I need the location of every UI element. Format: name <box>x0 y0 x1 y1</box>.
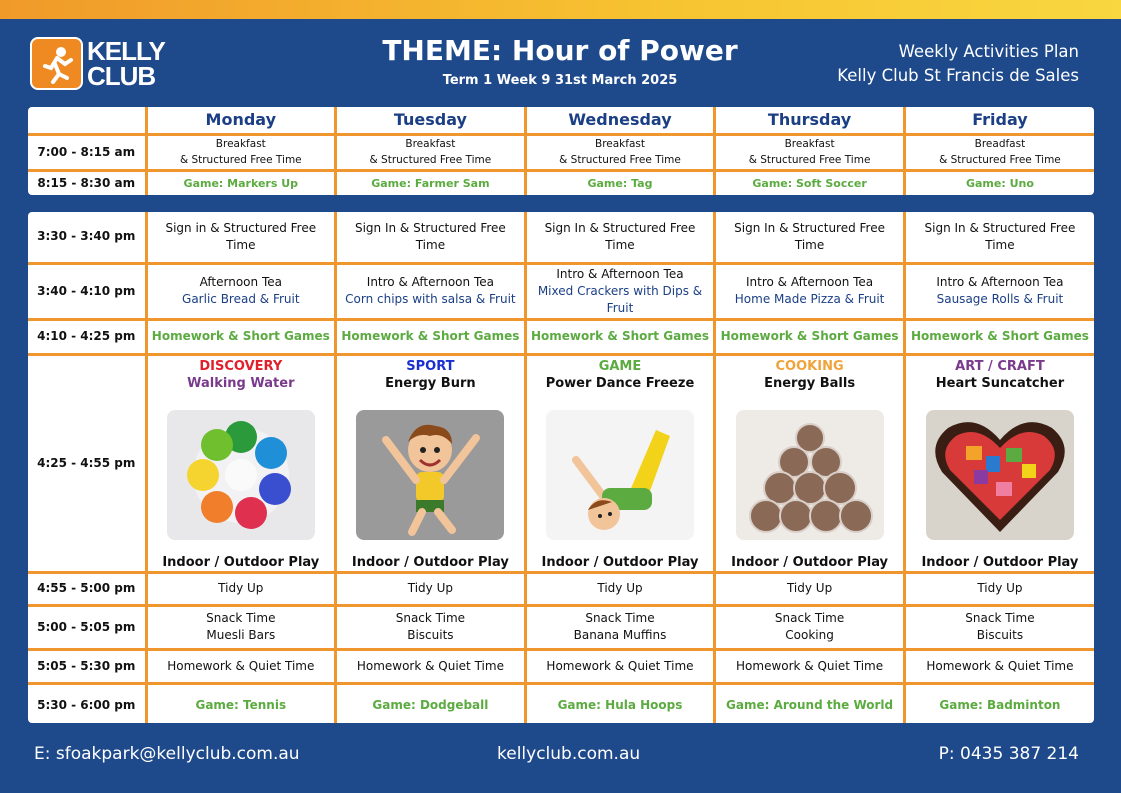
game-cell: Game: Farmer Sam <box>336 170 526 195</box>
game-cell: Game: Markers Up <box>146 170 336 195</box>
activity-cell: Sign In & Structured Free Time <box>715 212 905 263</box>
dance-freeze-cartoon-image <box>546 410 694 540</box>
day-monday: Monday <box>146 107 336 134</box>
time-cell: 4:55 - 5:00 pm <box>28 572 146 605</box>
category-label: DISCOVERY <box>199 358 283 374</box>
category-label: GAME <box>598 358 642 374</box>
plan-line-2: Kelly Club St Francis de Sales <box>837 66 1079 85</box>
homework-cell: Homework & Short Games <box>525 319 715 354</box>
day-friday: Friday <box>904 107 1094 134</box>
quiet-time-cell: Homework & Quiet Time <box>336 649 526 683</box>
game-cell: Game: Soft Soccer <box>715 170 905 195</box>
morning-schedule-table <box>28 107 1094 195</box>
activity-cell: Breakfast & Structured Free Time <box>336 134 526 170</box>
activity-cell: Breakfast & Structured Free Time <box>715 134 905 170</box>
kelly-club-logo <box>30 37 165 90</box>
footer-phone: P: 0435 387 214 <box>938 744 1079 764</box>
activity-cell: Sign In & Structured Free Time <box>336 212 526 263</box>
table-row <box>28 572 1094 605</box>
activity-feature-cell <box>904 354 1094 572</box>
activity-cell: Sign In & Structured Free Time <box>904 212 1094 263</box>
corner-cell <box>28 107 146 134</box>
table-row <box>28 319 1094 354</box>
footer-website[interactable]: kellyclub.com.au <box>497 744 641 764</box>
game-cell: Game: Uno <box>904 170 1094 195</box>
activity-title: Heart Suncatcher <box>935 375 1065 391</box>
activity-cell: Breakfast & Structured Free Time <box>525 134 715 170</box>
snack-cell: Snack Time Biscuits <box>904 605 1094 649</box>
quiet-time-cell: Homework & Quiet Time <box>715 649 905 683</box>
time-cell: 4:25 - 4:55 pm <box>28 354 146 572</box>
homework-cell: Homework & Short Games <box>715 319 905 354</box>
table-row <box>28 170 1094 195</box>
energy-balls-image <box>736 410 884 540</box>
snack-cell: Snack Time Muesli Bars <box>146 605 336 649</box>
quiet-time-cell: Homework & Quiet Time <box>904 649 1094 683</box>
activity-feature-cell <box>715 354 905 572</box>
footer-email[interactable]: E: sfoakpark@kellyclub.com.au <box>34 744 300 764</box>
afternoon-tea-cell: Afternoon Tea Garlic Bread & Fruit <box>146 263 336 319</box>
activity-feature-cell <box>336 354 526 572</box>
category-label: SPORT <box>406 358 455 374</box>
snack-cell: Snack Time Banana Muffins <box>525 605 715 649</box>
afternoon-tea-cell: Intro & Afternoon Tea Home Made Pizza & Fruit <box>715 263 905 319</box>
energy-burn-cartoon-image <box>356 410 504 540</box>
play-label: Indoor / Outdoor Play <box>921 554 1079 570</box>
time-cell: 5:05 - 5:30 pm <box>28 649 146 683</box>
table-row <box>28 212 1094 263</box>
game-cell: Game: Around the World <box>715 683 905 723</box>
play-label: Indoor / Outdoor Play <box>731 554 889 570</box>
top-gradient-bar <box>0 0 1121 19</box>
day-wednesday: Wednesday <box>525 107 715 134</box>
tidy-cell: Tidy Up <box>146 572 336 605</box>
page-title: THEME: Hour of Power <box>382 34 738 67</box>
plan-line-1: Weekly Activities Plan <box>898 42 1079 61</box>
quiet-time-cell: Homework & Quiet Time <box>525 649 715 683</box>
tidy-cell: Tidy Up <box>715 572 905 605</box>
play-label: Indoor / Outdoor Play <box>351 554 509 570</box>
activity-title: Power Dance Freeze <box>545 375 695 391</box>
game-cell: Game: Tag <box>525 170 715 195</box>
activity-title: Energy Balls <box>764 375 856 391</box>
day-thursday: Thursday <box>715 107 905 134</box>
activity-cell: Sign In & Structured Free Time <box>525 212 715 263</box>
activity-title: Energy Burn <box>385 375 476 391</box>
quiet-time-cell: Homework & Quiet Time <box>146 649 336 683</box>
homework-cell: Homework & Short Games <box>146 319 336 354</box>
afternoon-tea-cell: Intro & Afternoon Tea Mixed Crackers with Dips & Fruit <box>525 263 715 319</box>
category-label: ART / CRAFT <box>955 358 1045 374</box>
activity-title: Walking Water <box>187 375 295 391</box>
afternoon-schedule-table <box>28 212 1094 723</box>
walking-water-image <box>167 410 315 540</box>
plan-info <box>837 40 1079 88</box>
table-row <box>28 134 1094 170</box>
table-row <box>28 683 1094 723</box>
snack-cell: Snack Time Biscuits <box>336 605 526 649</box>
time-cell: 7:00 - 8:15 am <box>28 134 146 170</box>
snack-cell: Snack Time Cooking <box>715 605 905 649</box>
page-subtitle: Term 1 Week 9 31st March 2025 <box>442 73 678 88</box>
afternoon-tea-cell: Intro & Afternoon Tea Corn chips with salsa & Fruit <box>336 263 526 319</box>
game-cell: Game: Dodgeball <box>336 683 526 723</box>
time-cell: 5:30 - 6:00 pm <box>28 683 146 723</box>
tidy-cell: Tidy Up <box>336 572 526 605</box>
tidy-cell: Tidy Up <box>525 572 715 605</box>
logo-text-club: CLUB <box>87 60 156 91</box>
time-cell: 3:30 - 3:40 pm <box>28 212 146 263</box>
time-cell: 4:10 - 4:25 pm <box>28 319 146 354</box>
table-row <box>28 354 1094 572</box>
game-cell: Game: Badminton <box>904 683 1094 723</box>
time-cell: 5:00 - 5:05 pm <box>28 605 146 649</box>
homework-cell: Homework & Short Games <box>336 319 526 354</box>
table-row <box>28 605 1094 649</box>
tidy-cell: Tidy Up <box>904 572 1094 605</box>
play-label: Indoor / Outdoor Play <box>162 554 320 570</box>
game-cell: Game: Tennis <box>146 683 336 723</box>
afternoon-tea-cell: Intro & Afternoon Tea Sausage Rolls & Fruit <box>904 263 1094 319</box>
homework-cell: Homework & Short Games <box>904 319 1094 354</box>
activity-feature-cell <box>525 354 715 572</box>
activity-cell: Sign in & Structured Free Time <box>146 212 336 263</box>
game-cell: Game: Hula Hoops <box>525 683 715 723</box>
category-label: COOKING <box>775 358 844 374</box>
time-cell: 3:40 - 4:10 pm <box>28 263 146 319</box>
day-tuesday: Tuesday <box>336 107 526 134</box>
day-header-row <box>28 107 1094 134</box>
play-label: Indoor / Outdoor Play <box>541 554 699 570</box>
running-child-icon <box>30 37 83 90</box>
activity-feature-cell <box>146 354 336 572</box>
time-cell: 8:15 - 8:30 am <box>28 170 146 195</box>
activity-cell: Breadfast & Structured Free Time <box>904 134 1094 170</box>
heart-suncatcher-image <box>926 410 1074 540</box>
logo-text-kelly: KELLY <box>87 35 165 66</box>
table-row <box>28 649 1094 683</box>
table-row <box>28 263 1094 319</box>
activity-cell: Breakfast & Structured Free Time <box>146 134 336 170</box>
